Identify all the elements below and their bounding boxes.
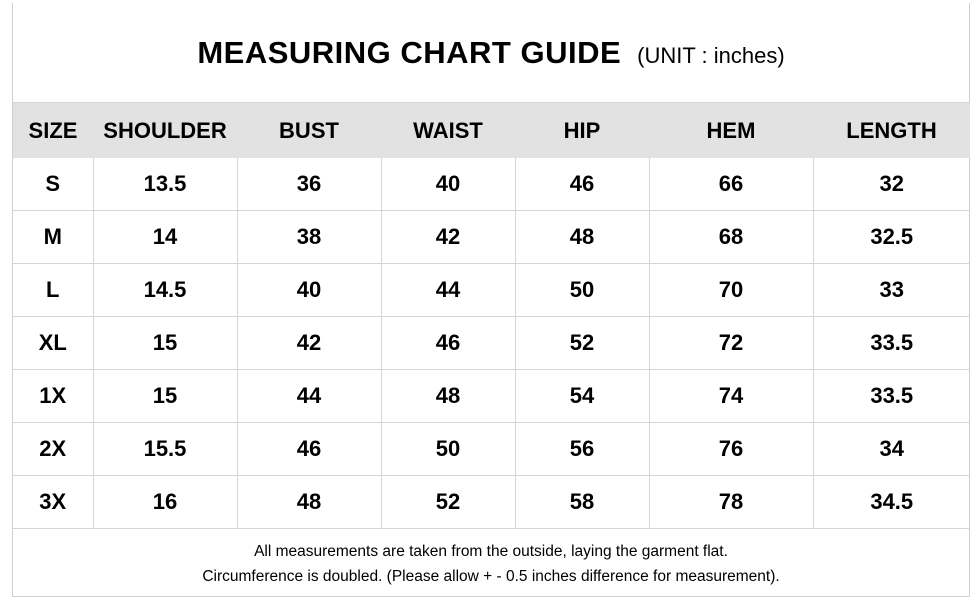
- shoulder-cell: 16: [93, 476, 237, 529]
- header-size: SIZE: [13, 103, 93, 158]
- length-cell: 32.5: [813, 211, 970, 264]
- waist-cell: 42: [381, 211, 515, 264]
- bust-cell: 42: [237, 317, 381, 370]
- table-row: [13, 317, 970, 370]
- table-row: [13, 158, 970, 211]
- table-row: [13, 264, 970, 317]
- size-cell: 3X: [13, 476, 93, 529]
- table-row: [13, 211, 970, 264]
- measurement-notes: [13, 529, 969, 589]
- size-table: [13, 103, 970, 529]
- size-cell: L: [13, 264, 93, 317]
- unit-label: (UNIT : inches): [637, 42, 785, 68]
- header-waist: WAIST: [381, 103, 515, 158]
- waist-cell: 50: [381, 423, 515, 476]
- size-cell: 2X: [13, 423, 93, 476]
- shoulder-cell: 15: [93, 317, 237, 370]
- shoulder-cell: 15.5: [93, 423, 237, 476]
- measuring-chart: [12, 3, 970, 597]
- header-hip: HIP: [515, 103, 649, 158]
- note-line-2: Circumference is doubled. (Please allow + - 0.5 inches difference for measurement).: [202, 568, 780, 585]
- length-cell: 34.5: [813, 476, 970, 529]
- shoulder-cell: 15: [93, 370, 237, 423]
- hip-cell: 56: [515, 423, 649, 476]
- hem-cell: 76: [649, 423, 813, 476]
- hip-cell: 54: [515, 370, 649, 423]
- shoulder-cell: 14: [93, 211, 237, 264]
- waist-cell: 44: [381, 264, 515, 317]
- hip-cell: 58: [515, 476, 649, 529]
- header-hem: HEM: [649, 103, 813, 158]
- length-cell: 33.5: [813, 317, 970, 370]
- size-cell: XL: [13, 317, 93, 370]
- hip-cell: 50: [515, 264, 649, 317]
- bust-cell: 48: [237, 476, 381, 529]
- table-row: [13, 423, 970, 476]
- length-cell: 33: [813, 264, 970, 317]
- hem-cell: 68: [649, 211, 813, 264]
- hem-cell: 78: [649, 476, 813, 529]
- bust-cell: 38: [237, 211, 381, 264]
- size-cell: M: [13, 211, 93, 264]
- hem-cell: 74: [649, 370, 813, 423]
- length-cell: 32: [813, 158, 970, 211]
- waist-cell: 52: [381, 476, 515, 529]
- size-cell: S: [13, 158, 93, 211]
- bust-cell: 46: [237, 423, 381, 476]
- header-length: LENGTH: [813, 103, 970, 158]
- hip-cell: 48: [515, 211, 649, 264]
- hip-cell: 46: [515, 158, 649, 211]
- table-row: [13, 370, 970, 423]
- shoulder-cell: 13.5: [93, 158, 237, 211]
- size-cell: 1X: [13, 370, 93, 423]
- length-cell: 34: [813, 423, 970, 476]
- chart-title: MEASURING CHART GUIDE: [197, 34, 622, 70]
- header-bust: BUST: [237, 103, 381, 158]
- bust-cell: 40: [237, 264, 381, 317]
- shoulder-cell: 14.5: [93, 264, 237, 317]
- note-line-1: All measurements are taken from the outside, laying the garment flat.: [254, 543, 728, 560]
- header-shoulder: SHOULDER: [93, 103, 237, 158]
- hem-cell: 72: [649, 317, 813, 370]
- waist-cell: 46: [381, 317, 515, 370]
- waist-cell: 40: [381, 158, 515, 211]
- table-row: [13, 476, 970, 529]
- bust-cell: 36: [237, 158, 381, 211]
- hip-cell: 52: [515, 317, 649, 370]
- bust-cell: 44: [237, 370, 381, 423]
- length-cell: 33.5: [813, 370, 970, 423]
- header-row: [13, 103, 970, 158]
- title-row: [13, 3, 969, 103]
- waist-cell: 48: [381, 370, 515, 423]
- hem-cell: 70: [649, 264, 813, 317]
- hem-cell: 66: [649, 158, 813, 211]
